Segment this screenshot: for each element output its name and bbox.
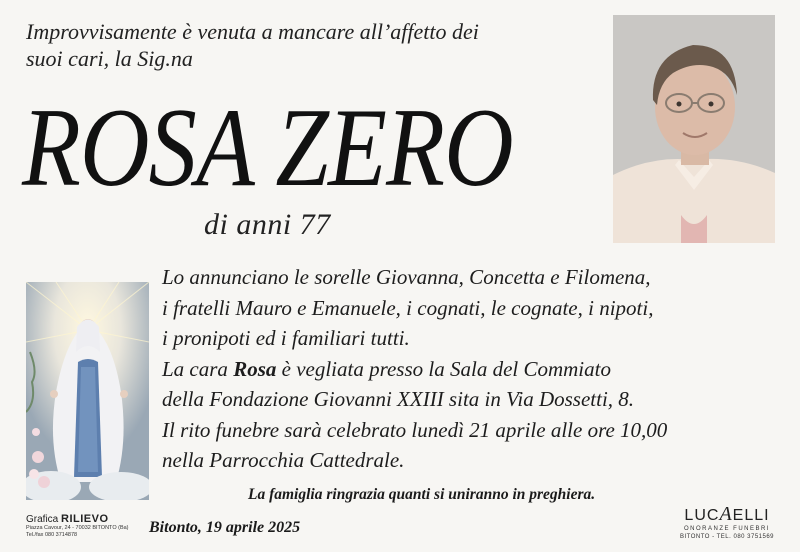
funeral-line-2: nella Parrocchia Cattedrale. — [162, 448, 405, 472]
credit-brand-name: RILIEVO — [61, 513, 109, 525]
wake-suffix: è vegliata presso la Sala del Commiato — [276, 356, 611, 381]
intro-line-2: suoi cari, la Sig.na — [26, 46, 193, 71]
intro-text — [26, 18, 586, 72]
intro-line-1: Improvvisamente è venuta a mancare all’affetto dei — [26, 19, 479, 44]
logo-mark-left: LUC — [684, 507, 720, 524]
funeral-home-logo — [672, 505, 782, 541]
credit-label: Grafica — [26, 514, 62, 525]
wake-line-2: della Fondazione Giovanni XXIII sita in Via Dossetti, 8. — [162, 387, 635, 411]
logo-mark-right: ELLI — [732, 507, 770, 524]
notice-date: Bitonto, 19 aprile 2025 — [149, 519, 301, 536]
announcement-text — [162, 262, 782, 476]
madonna-icon — [26, 282, 149, 500]
logo-subtitle: ONORANZE FUNEBRI — [683, 526, 770, 532]
announce-line-3: i pronipoti ed i familiari tutti. — [162, 326, 410, 350]
credit-phone: Tel./fax 080 3714878 — [26, 532, 78, 538]
credit-brand — [26, 513, 151, 525]
wake-line-1 — [162, 354, 782, 385]
credit-address: Piazza Cavour, 24 - 70032 BITONTO (Ba) — [26, 525, 129, 531]
deceased-photo — [613, 15, 775, 243]
wake-prefix: La cara — [162, 356, 234, 381]
funeral-line-1: Il rito funebre sarà celebrato lunedì 21 aprile alle ore 10,00 — [162, 417, 668, 442]
deceased-age: di anni 77 — [204, 208, 331, 241]
portrait-image — [613, 15, 775, 243]
logo-mark — [672, 505, 782, 525]
wake-name: Rosa — [233, 356, 277, 381]
announce-line-1: Lo annunciano le sorelle Giovanna, Concetta e Filomena, — [162, 265, 651, 289]
logo-mark-mid: A — [719, 503, 733, 525]
deceased-name: ROSA ZERO — [22, 86, 513, 210]
graphic-credit — [26, 513, 151, 539]
announce-line-2: i fratelli Mauro e Emanuele, i cognati, le cognate, i nipoti, — [162, 295, 654, 320]
madonna-image — [26, 282, 149, 500]
logo-contact: BITONTO - TEL. 080 3751569 — [679, 534, 775, 540]
thanks-text: La famiglia ringrazia quanti si uniranno in preghiera. — [248, 486, 596, 503]
